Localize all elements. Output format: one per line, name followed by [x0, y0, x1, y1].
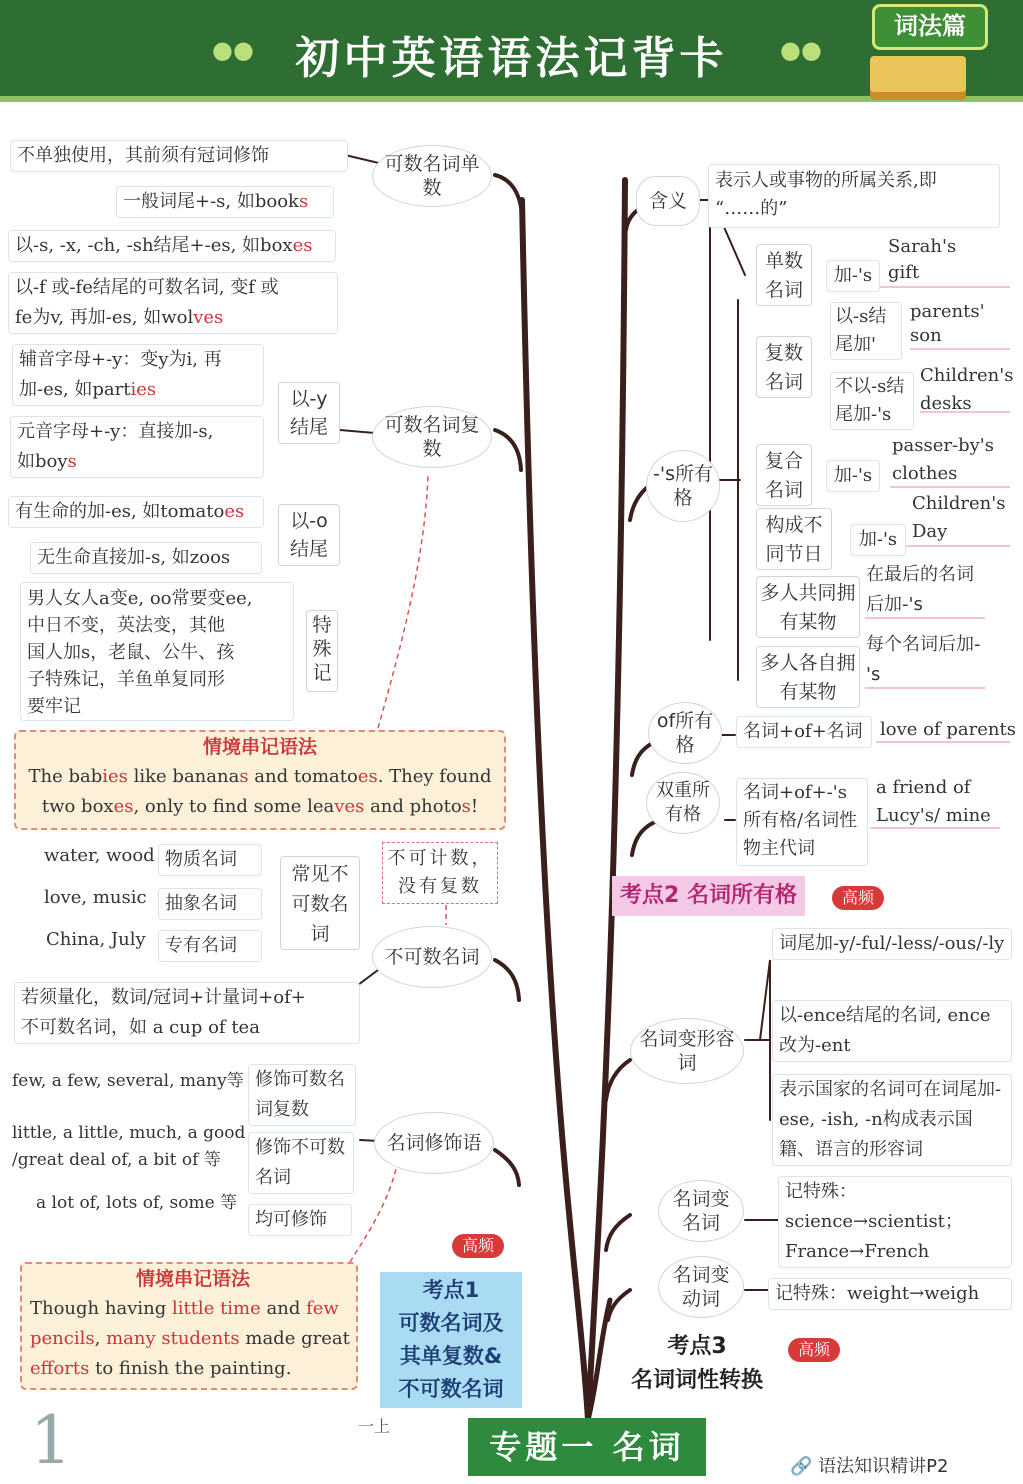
rule-add-s: 加-'s	[850, 524, 906, 556]
node-noun-to-noun: 名词变名词	[658, 1180, 744, 1242]
rule-plural-s: 一般词尾+-s, 如books	[116, 186, 334, 218]
node-of-possessive: of所有格	[648, 702, 722, 764]
badge-high-frequency: 高频	[452, 1234, 504, 1258]
rule-double-possessive: 名词+of+-'s所有格/名词性物主代词	[736, 778, 868, 866]
context-box-1	[14, 730, 506, 830]
topic-title: 专题一 名词	[468, 1418, 706, 1476]
node-countable-singular: 可数名词单数	[372, 145, 492, 207]
rule-adj-country: 表示国家的名词可在词尾加-ese, -ish, -n构成表示国籍、语言的形容词	[772, 1074, 1012, 1166]
cat-plural-noun: 复数名词	[756, 336, 812, 398]
node-noun-to-verb: 名词变动词	[658, 1256, 744, 1318]
rule-singular: 不单独使用，其前须有冠词修饰	[10, 140, 348, 172]
example-material: water, wood	[44, 845, 155, 866]
example-proper: China, July	[46, 929, 146, 950]
cat-mod-both: 均可修饰	[248, 1204, 352, 1236]
node-noun-to-adjective: 名词变形容词	[630, 1018, 744, 1084]
rule-plural-o-living: 有生命的加-es, 如tomatoes	[8, 496, 264, 528]
note-uncountable: 不可计数，没有复数	[382, 842, 498, 904]
rule-add-s: 加-'s	[826, 460, 880, 492]
context-box-2	[20, 1262, 358, 1390]
cat-abstract-noun: 抽象名词	[158, 888, 262, 920]
context-line: Though having little time and few	[30, 1298, 339, 1319]
cat-special: 特殊记	[306, 610, 338, 692]
rule-plural-o-nonliving: 无生命直接加-s, 如zoos	[30, 542, 262, 574]
node-s-possessive: -'s所有格	[646, 450, 720, 522]
node-meaning: 含义	[636, 176, 700, 226]
badge-high-frequency: 高频	[832, 886, 884, 910]
link-icon: 🔗	[790, 1456, 813, 1477]
cat-y-ending: 以-y结尾	[278, 382, 340, 444]
cat-proper-noun: 专有名词	[158, 930, 262, 962]
example-parents-son: parents' son	[910, 301, 985, 346]
meaning-text: 表示人或事物的所属关系,即 “……的”	[708, 164, 1000, 228]
reference-link[interactable]: 🔗 语法知识精讲P2	[790, 1456, 949, 1477]
rule-plural-consonant-y: 辅音字母+-y：变y为i, 再 加-es, 如parties	[12, 344, 264, 406]
rule-quantify: 若须量化，数词/冠词+计量词+of+ 不可数名词，如 a cup of tea	[14, 982, 360, 1044]
cat-separate-ownership: 多人各自拥有某物	[756, 646, 860, 708]
node-countable-plural: 可数名词复数	[372, 406, 492, 468]
cat-compound-noun: 复合名词	[756, 444, 812, 506]
exam-point-2: 考点2 名词所有格	[612, 876, 805, 916]
rule-plural-special: 男人女人a变e, oo常要变ee, 中日不变，英法变，其他 国人加s，老鼠、公牛、孩 子特殊记，羊鱼单复同形 要牢记	[20, 582, 294, 721]
rule-plural-f: 以-f 或-fe结尾的可数名词, 变f 或 fe为v, 再加-es, 如wolves	[8, 272, 338, 334]
rule-adj-ence: 以-ence结尾的名词, ence改为-ent	[772, 1000, 1012, 1062]
example-love-of-parents: love of parents	[880, 719, 1016, 740]
context-line: The babies like bananas and tomatoes. They found	[28, 766, 492, 787]
page-number: 1	[30, 1402, 72, 1479]
node-uncountable: 不可数名词	[372, 926, 492, 988]
example-uncountable-mod: little, a little, much, a good /great deal of, a bit of 等	[12, 1123, 246, 1170]
example-both-mod: a lot of, lots of, some 等	[36, 1193, 238, 1213]
rule-adj-suffix: 词尾加-y/-ful/-less/-ous/-ly	[772, 928, 1012, 960]
dots-icon: ●●	[212, 36, 254, 64]
context-heading: 情境串记语法	[135, 1268, 250, 1290]
rule-joint: 在最后的名词后加-'s	[866, 564, 974, 615]
page-title: 初中英语语法记背卡	[295, 33, 728, 84]
context-line: pencils, many students made great	[30, 1328, 350, 1349]
rule-s-ending: 以-s结尾加'	[830, 302, 902, 360]
rule-of-possessive: 名词+of+名词	[736, 716, 872, 748]
example-abstract: love, music	[44, 887, 147, 908]
node-noun-modifiers: 名词修饰语	[374, 1112, 494, 1174]
cat-o-ending: 以-o结尾	[278, 504, 340, 566]
context-line: efforts to finish the painting.	[30, 1358, 292, 1379]
example-childrens-desks: Children's desks	[920, 365, 1014, 414]
rule-plural-vowel-y: 元音字母+-y：直接加-s, 如boys	[10, 416, 264, 478]
dots-icon: ●●	[780, 36, 822, 64]
badge-high-frequency: 高频	[788, 1338, 840, 1362]
rule-plural-es: 以-s, -x, -ch, -sh结尾+-es, 如boxes	[8, 230, 336, 262]
example-passer-by: passer-by's clothes	[892, 435, 994, 484]
cat-material-noun: 物质名词	[158, 844, 262, 876]
context-line: two boxes, only to find some leaves and photos!	[41, 796, 479, 817]
example-countable-mod: few, a few, several, many等	[12, 1071, 244, 1091]
exam-point-3: 考点3 名词词性转换	[630, 1334, 763, 1393]
cat-common-uncountable: 常见不可数名词	[280, 856, 360, 950]
example-sarahs-gift: Sarah's gift	[888, 236, 957, 283]
example-childrens-day: Children's Day	[912, 493, 1006, 542]
cat-joint-ownership: 多人共同拥有某物	[756, 576, 860, 638]
category-badge: 词法篇	[872, 4, 988, 50]
rule-add-s: 加-'s	[826, 260, 880, 292]
rule-noun-special: 记特殊： science→scientist； France→French	[778, 1176, 1012, 1268]
cat-mod-uncountable: 修饰不可数名词	[248, 1132, 354, 1194]
margin-mark: 一上	[358, 1417, 391, 1436]
example-friend-of-lucy: a friend of Lucy's/ mine	[876, 777, 991, 826]
cat-festival: 构成不同节日	[756, 508, 832, 570]
exam-point-1: 考点1 可数名词及 其单复数& 不可数名词	[380, 1272, 522, 1408]
rule-each: 每个名词后加-'s	[866, 634, 981, 685]
cat-mod-countable: 修饰可数名词复数	[248, 1064, 356, 1126]
context-heading: 情境串记语法	[202, 736, 317, 758]
rule-non-s-ending: 不以-s结尾加-'s	[830, 372, 914, 430]
node-double-possessive: 双重所有格	[646, 772, 720, 834]
cat-singular-noun: 单数名词	[756, 244, 812, 306]
rule-verb-special: 记特殊：weight→weigh	[768, 1278, 1012, 1310]
